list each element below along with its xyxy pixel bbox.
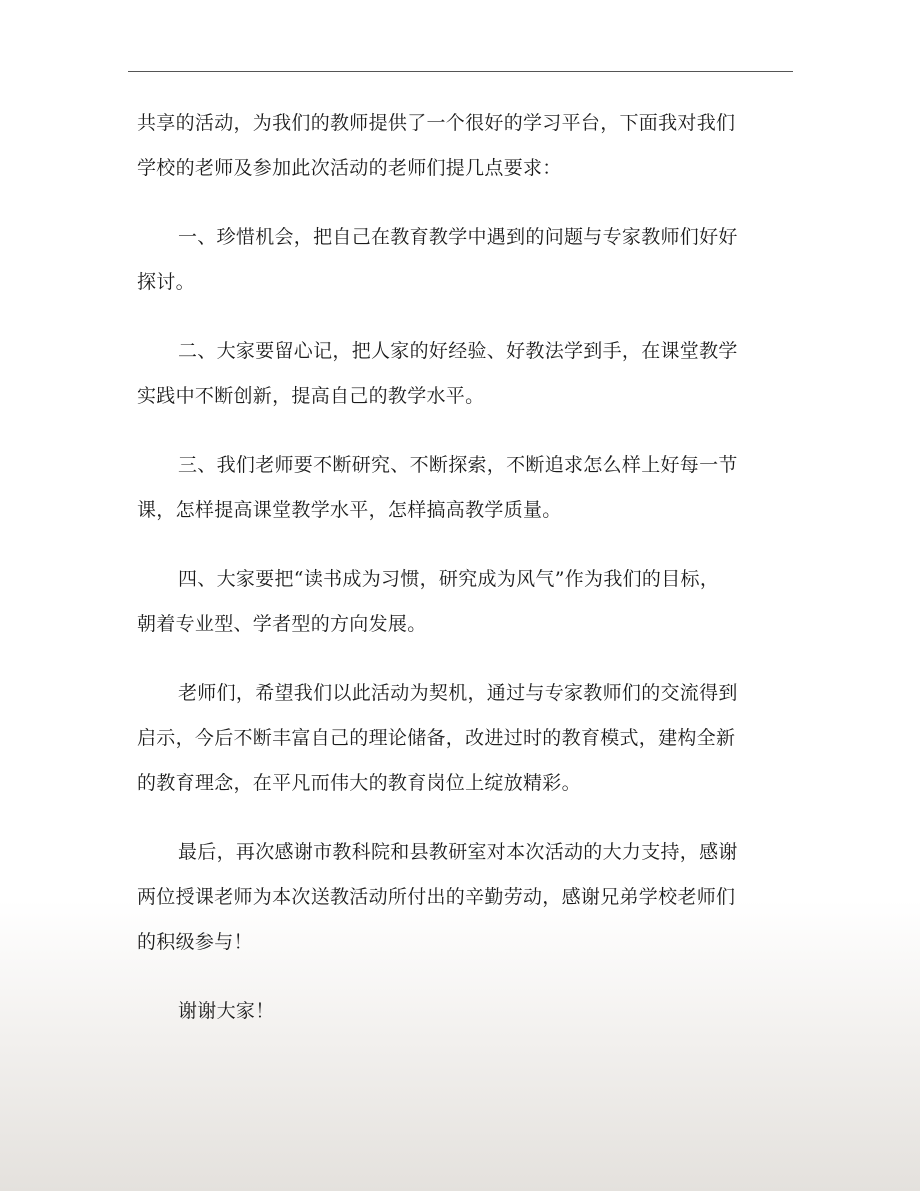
paragraph [137, 215, 799, 305]
paragraph-line: 探讨。 [137, 271, 195, 293]
paragraph-line: 二、大家要留心记，把人家的好经验、好教法学到手，在课堂教学 [178, 340, 738, 362]
header-rule [128, 71, 793, 72]
paragraph-line: 的教育理念，在平凡而伟大的教育岗位上绽放精彩。 [137, 772, 581, 794]
paragraph-line: 一、珍惜机会，把自己在教育教学中遇到的问题与专家教师们好好 [178, 226, 738, 248]
paragraph-line: 最后，再次感谢市教科院和县教研室对本次活动的大力支持，感谢 [178, 841, 738, 863]
paragraph [137, 443, 799, 533]
paragraph-line: 实践中不断创新，提高自己的教学水平。 [137, 385, 485, 407]
paragraph-line: 两位授课老师为本次送教活动所付出的辛勤劳动，感谢兄弟学校老师们 [137, 886, 736, 908]
paragraph-line: 启示，今后不断丰富自己的理论储备，改进过时的教育模式，建构全新 [137, 727, 736, 749]
paragraph-line: 共享的活动，为我们的教师提供了一个很好的学习平台，下面我对我们 [137, 112, 736, 134]
paragraph [137, 671, 799, 806]
paragraph-line: 三、我们老师要不断研究、不断探索，不断追求怎么样上好每一节 [178, 454, 738, 476]
paragraph-line: 老师们，希望我们以此活动为契机，通过与专家教师们的交流得到 [178, 682, 738, 704]
paragraph [137, 329, 799, 419]
paragraph-line: 朝着专业型、学者型的方向发展。 [137, 613, 427, 635]
paragraph [137, 101, 799, 191]
paragraph-line: 四、大家要把“读书成为习惯，研究成为风气”作为我们的目标， [178, 568, 720, 590]
paragraph [137, 989, 799, 1034]
paragraph-line: 学校的老师及参加此次活动的老师们提几点要求： [137, 157, 562, 179]
paragraph-line: 谢谢大家！ [178, 1000, 275, 1022]
paragraph [137, 557, 799, 647]
paragraph-line: 课，怎样提高课堂教学水平，怎样搞高教学质量。 [137, 499, 562, 521]
document-body [137, 101, 799, 1058]
paragraph-line: 的积级参与！ [137, 931, 253, 953]
paragraph [137, 830, 799, 965]
